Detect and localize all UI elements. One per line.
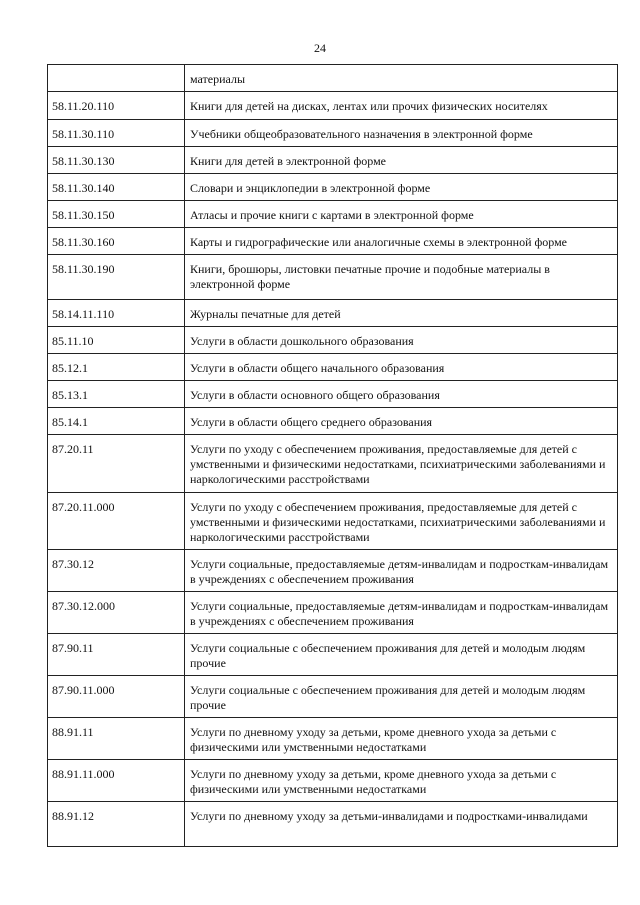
- table-row: [48, 255, 618, 300]
- okpd-code-cell: 88.91.12: [48, 802, 185, 847]
- description-cell: Карты и гидрографические или аналогичные схемы в электронной форме: [185, 228, 618, 255]
- okpd-code-cell: 58.11.20.110: [48, 92, 185, 120]
- table-row: [48, 147, 618, 174]
- table-row: [48, 92, 618, 120]
- description-cell: Услуги по дневному уходу за детьми, кроме дневного ухода за детьми с физическими или умственными недостатками: [185, 760, 618, 802]
- table-row: [48, 634, 618, 676]
- table-body: [48, 65, 618, 847]
- description-cell: Услуги социальные с обеспечением проживания для детей и молодым людям прочие: [185, 676, 618, 718]
- table-row: [48, 381, 618, 408]
- okpd-code-cell: 58.14.11.110: [48, 300, 185, 327]
- table-row: [48, 493, 618, 550]
- table-row: [48, 354, 618, 381]
- description-cell: Словари и энциклопедии в электронной форме: [185, 174, 618, 201]
- okpd-code-cell: 58.11.30.190: [48, 255, 185, 300]
- description-cell: Услуги в области общего среднего образования: [185, 408, 618, 435]
- description-cell: Услуги по дневному уходу за детьми, кроме дневного ухода за детьми с физическими или умственными недостатками: [185, 718, 618, 760]
- description-cell: Услуги социальные, предоставляемые детям-инвалидам и подросткам-инвалидам в учреждениях с обеспечением проживания: [185, 550, 618, 592]
- table-row: [48, 760, 618, 802]
- page-number: 24: [314, 41, 326, 55]
- description-cell: Услуги в области основного общего образования: [185, 381, 618, 408]
- okpd-code-cell: 85.11.10: [48, 327, 185, 354]
- description-cell: Книги для детей на дисках, лентах или прочих физических носителях: [185, 92, 618, 120]
- description-cell: Услуги социальные, предоставляемые детям-инвалидам и подросткам-инвалидам в учреждениях с обеспечением проживания: [185, 592, 618, 634]
- okpd-code-cell: 85.13.1: [48, 381, 185, 408]
- description-cell: Услуги социальные с обеспечением проживания для детей и молодым людям прочие: [185, 634, 618, 676]
- okpd-code-cell: 87.20.11.000: [48, 493, 185, 550]
- description-cell: Услуги по уходу с обеспечением проживания, предоставляемые для детей с умственными и физическими недостатками, психиатрическими заболеваниями и наркологическими расстройствами: [185, 435, 618, 493]
- okpd-code-cell: 87.30.12.000: [48, 592, 185, 634]
- okpd-code-cell: 87.90.11.000: [48, 676, 185, 718]
- okpd-code-cell: 58.11.30.130: [48, 147, 185, 174]
- table-row: [48, 408, 618, 435]
- table-row: [48, 300, 618, 327]
- table-row: [48, 174, 618, 201]
- okpd-code-cell: 87.30.12: [48, 550, 185, 592]
- okpd-code-cell: 58.11.30.110: [48, 120, 185, 147]
- description-cell: материалы: [185, 65, 618, 92]
- table-row: [48, 718, 618, 760]
- okpd-code-cell: 58.11.30.160: [48, 228, 185, 255]
- description-cell: Услуги по дневному уходу за детьми-инвалидами и подростками-инвалидами: [185, 802, 618, 847]
- okpd-code-cell: 58.11.30.150: [48, 201, 185, 228]
- table-row: [48, 550, 618, 592]
- description-cell: Услуги по уходу с обеспечением проживания, предоставляемые для детей с умственными и физическими недостатками, психиатрическими заболеваниями и наркологическими расстройствами: [185, 493, 618, 550]
- description-cell: Книги, брошюры, листовки печатные прочие и подобные материалы в электронной форме: [185, 255, 618, 300]
- okpd-code-cell: 58.11.30.140: [48, 174, 185, 201]
- table-row: [48, 201, 618, 228]
- okpd-code-cell: 87.20.11: [48, 435, 185, 493]
- description-cell: Журналы печатные для детей: [185, 300, 618, 327]
- okpd-code-cell: 85.14.1: [48, 408, 185, 435]
- description-cell: Услуги в области дошкольного образования: [185, 327, 618, 354]
- table-row: [48, 592, 618, 634]
- table-row: [48, 802, 618, 847]
- description-cell: Книги для детей в электронной форме: [185, 147, 618, 174]
- description-cell: Атласы и прочие книги с картами в электронной форме: [185, 201, 618, 228]
- description-cell: Услуги в области общего начального образования: [185, 354, 618, 381]
- classifier-table: [47, 64, 618, 847]
- table-row: [48, 65, 618, 92]
- okpd-code-cell: 87.90.11: [48, 634, 185, 676]
- table-row: [48, 435, 618, 493]
- okpd-code-cell: 85.12.1: [48, 354, 185, 381]
- okpd-code-cell: [48, 65, 185, 92]
- table-row: [48, 676, 618, 718]
- table-row: [48, 327, 618, 354]
- table-row: [48, 228, 618, 255]
- table-row: [48, 120, 618, 147]
- okpd-code-cell: 88.91.11.000: [48, 760, 185, 802]
- okpd-code-cell: 88.91.11: [48, 718, 185, 760]
- description-cell: Учебники общеобразовательного назначения в электронной форме: [185, 120, 618, 147]
